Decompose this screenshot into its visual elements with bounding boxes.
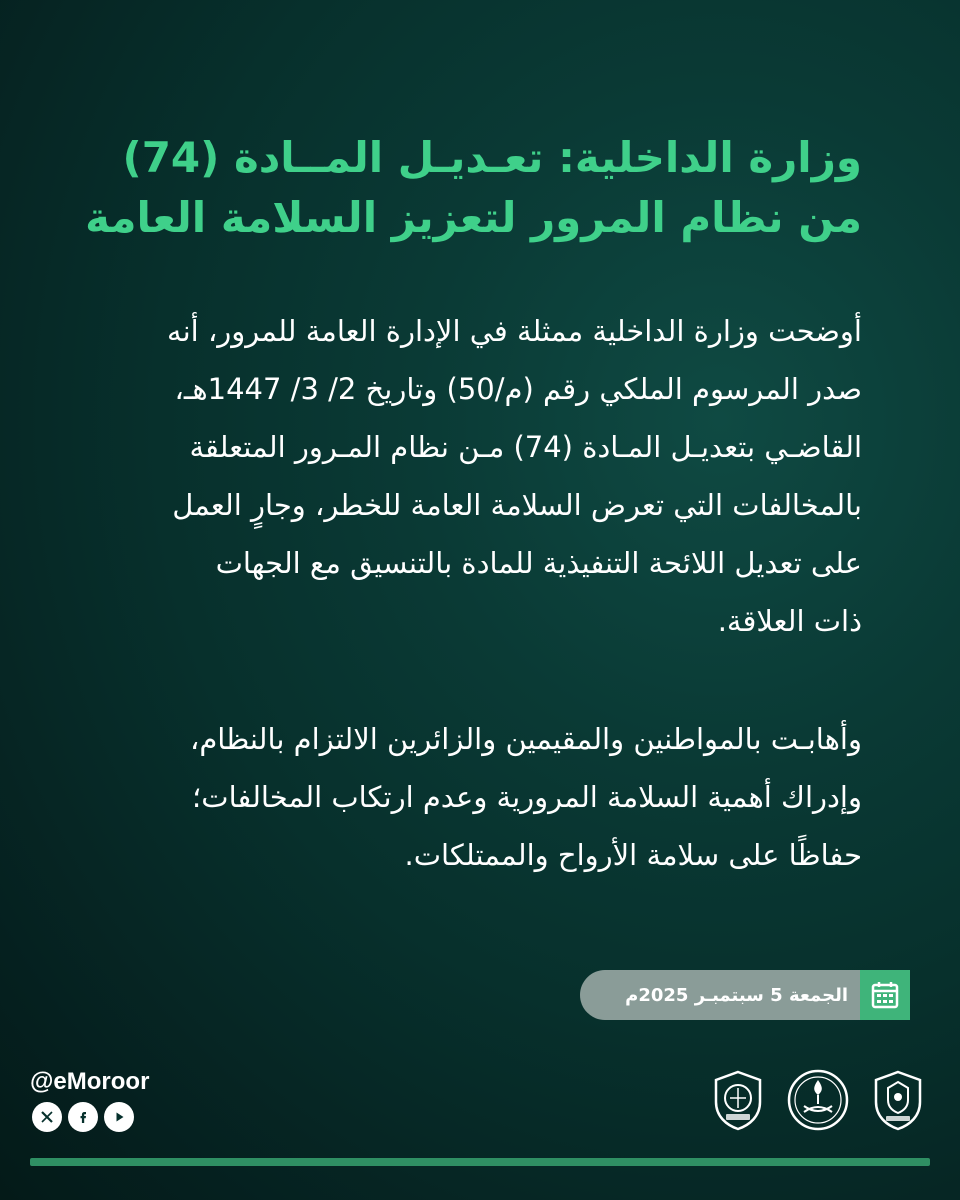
date-text: الجمعة 5 سبتمبـر 2025م bbox=[625, 984, 848, 1006]
moroor-emblem bbox=[706, 1068, 770, 1132]
body-paragraph-2 bbox=[82, 710, 862, 884]
paragraph-line: صدر المرسوم الملكي رقم (م/50) وتاريخ 2/ 3/ 1447هـ، bbox=[174, 372, 862, 406]
paragraph-line: وأهابـت بالمواطنين والمقيمين والزائرين الالتزام بالنظام، bbox=[189, 722, 862, 756]
youtube-icon[interactable] bbox=[104, 1102, 134, 1132]
page-title bbox=[62, 128, 862, 248]
social-handle[interactable]: @eMoroor bbox=[30, 1068, 150, 1095]
x-icon[interactable] bbox=[32, 1102, 62, 1132]
moi-emblem bbox=[786, 1068, 850, 1132]
title-line-1: وزارة الداخلية: تعـديـل المــادة (74) bbox=[122, 133, 862, 182]
paragraph-line: وإدراك أهمية السلامة المرورية وعدم ارتكاب المخالفات؛ bbox=[192, 780, 862, 814]
body-paragraph-1 bbox=[82, 302, 862, 650]
paragraph-line: على تعديل اللائحة التنفيذية للمادة بالتنسيق مع الجهات bbox=[215, 546, 862, 580]
calendar-icon bbox=[860, 970, 910, 1020]
social-links bbox=[32, 1102, 134, 1132]
bottom-divider bbox=[30, 1158, 930, 1166]
paragraph-line: أوضحت وزارة الداخلية ممثلة في الإدارة العامة للمرور، أنه bbox=[167, 314, 862, 348]
security-emblem bbox=[866, 1068, 930, 1132]
date-badge bbox=[580, 970, 910, 1020]
paragraph-line: بالمخالفات التي تعرض السلامة العامة للخطر، وجارٍ العمل bbox=[172, 488, 862, 522]
paragraph-line: القاضـي بتعديـل المـادة (74) مـن نظام المـرور المتعلقة bbox=[189, 430, 862, 464]
paragraph-line: ذات العلاقة. bbox=[717, 604, 862, 638]
facebook-icon[interactable] bbox=[68, 1102, 98, 1132]
title-line-2: من نظام المرور لتعزيز السلامة العامة bbox=[85, 193, 862, 242]
paragraph-line: حفاظًا على سلامة الأرواح والممتلكات. bbox=[404, 838, 862, 872]
emblems bbox=[706, 1068, 930, 1132]
